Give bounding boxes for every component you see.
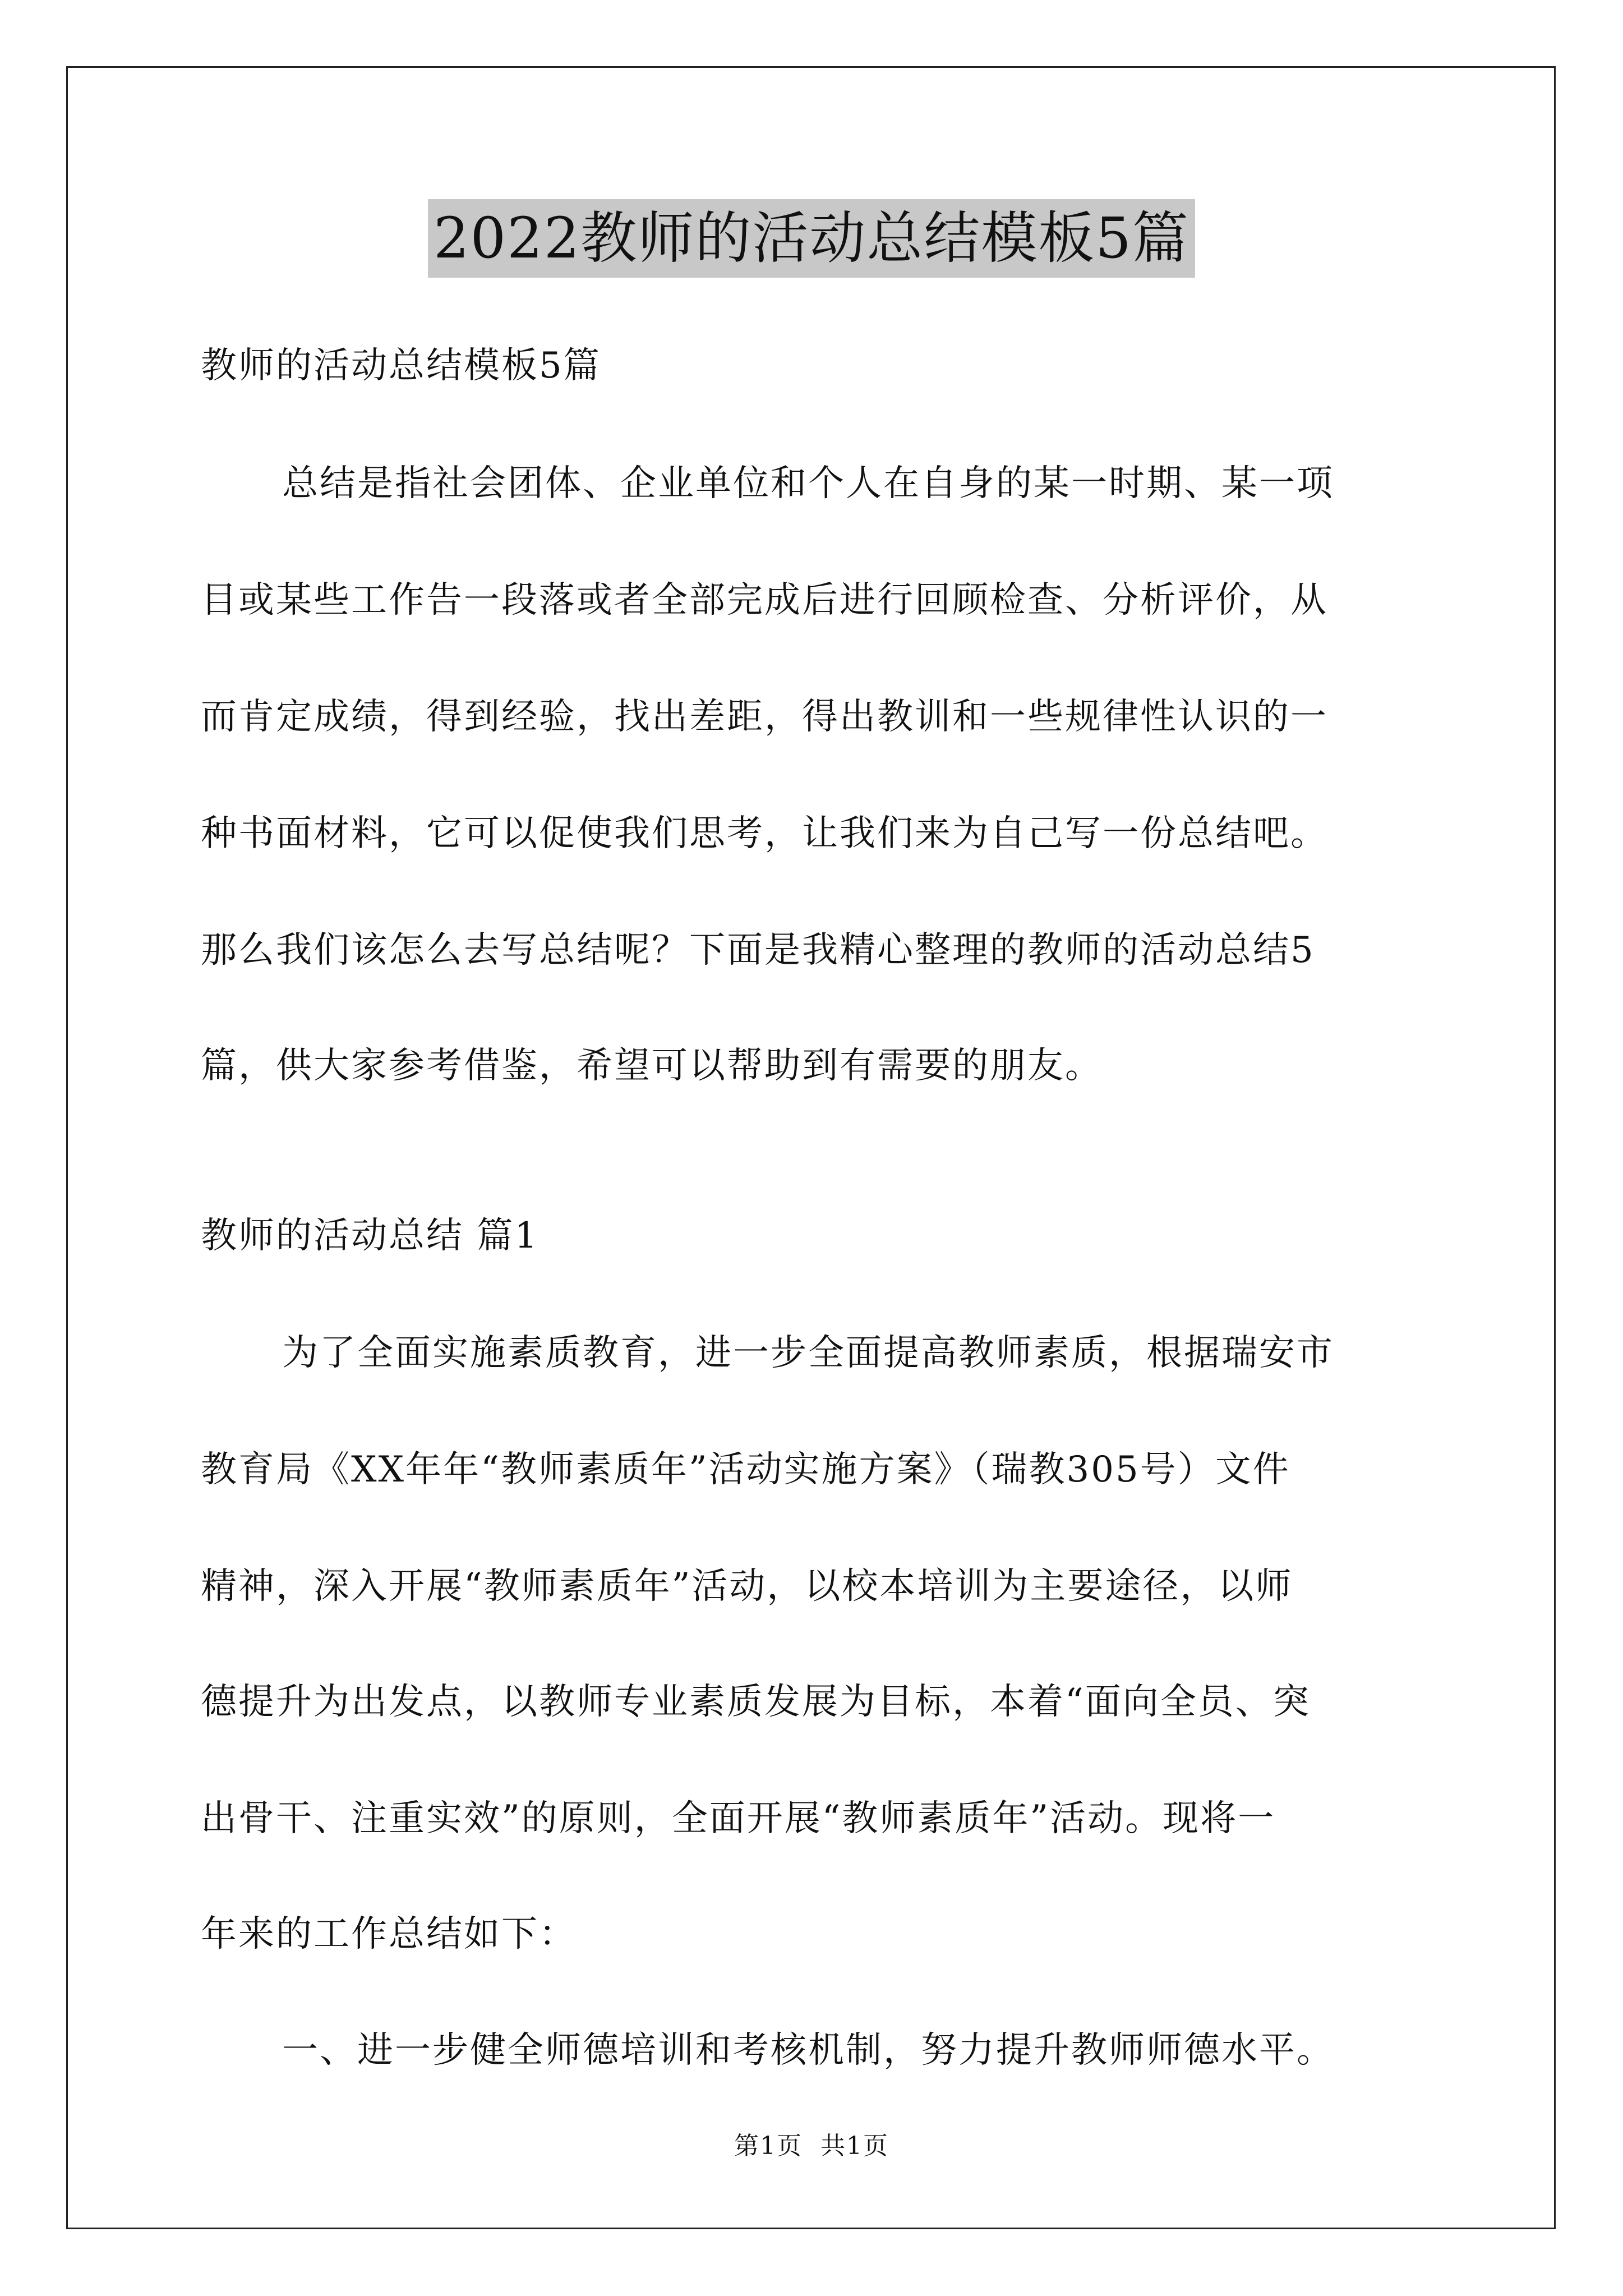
intro-line: 篇，供大家参考借鉴，希望可以帮助到有需要的朋友。 <box>201 1045 1103 1087</box>
section-line: 为了全面实施素质教育，进一步全面提高教师素质，根据瑞安市 <box>282 1332 1334 1374</box>
section-line: 精神，深入开展“教师素质年”活动，以校本培训为主要途径，以师 <box>201 1566 1293 1607</box>
title-container <box>0 199 1623 278</box>
point-heading: 一、进一步健全师德培训和考核机制，努力提升教师师德水平。 <box>282 2030 1334 2071</box>
intro-line: 种书面材料，它可以促使我们思考，让我们来为自己写一份总结吧。 <box>201 813 1328 854</box>
intro-line: 那么我们该怎么去写总结呢？下面是我精心整理的教师的活动总结5 <box>201 930 1315 971</box>
intro-line: 目或某些工作告一段落或者全部完成后进行回顾检查、分析评价，从 <box>201 579 1328 621</box>
page-footer: 第1页 共1页 <box>734 2132 889 2160</box>
subtitle: 教师的活动总结模板5篇 <box>201 345 601 386</box>
document-title: 2022教师的活动总结模板5篇 <box>428 199 1195 278</box>
section-heading: 教师的活动总结 篇1 <box>201 1215 540 1257</box>
intro-line: 总结是指社会团体、企业单位和个人在自身的某一时期、某一项 <box>282 463 1334 504</box>
section-line: 年来的工作总结如下： <box>201 1913 577 1955</box>
section-line: 德提升为出发点，以教师专业素质发展为目标，本着“面向全员、突 <box>201 1681 1311 1723</box>
intro-line: 而肯定成绩，得到经验，找出差距，得出教训和一些规律性认识的一 <box>201 696 1328 738</box>
page-border <box>66 66 1556 2229</box>
section-line: 出骨干、注重实效”的原则，全面开展“教师素质年”活动。现将一 <box>201 1798 1276 1839</box>
section-line: 教育局《XX年年“教师素质年”活动实施方案》（瑞教305号）文件 <box>201 1449 1290 1490</box>
